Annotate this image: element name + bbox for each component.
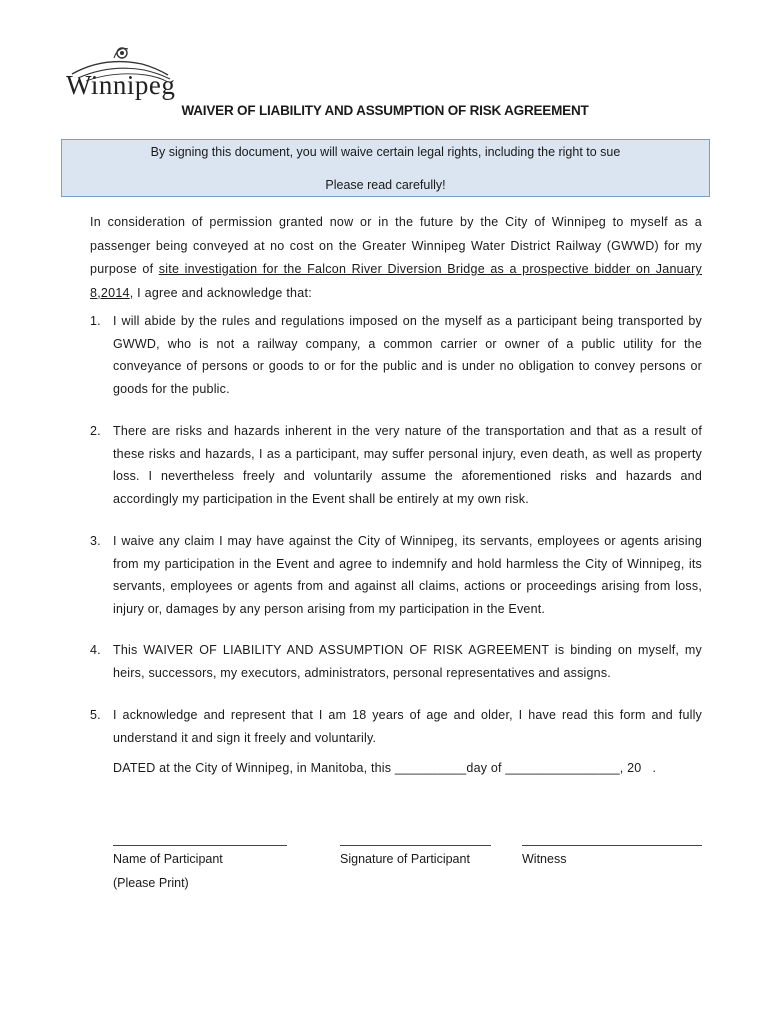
notice-line-1: By signing this document, you will waive certain legal rights, including the right to sue <box>150 145 621 159</box>
winnipeg-logo <box>64 44 184 106</box>
clause-text: There are risks and hazards inherent in the very nature of the transportation and that as a result of these risks and hazards, I as a participant, may suffer personal injury, even death, as well as property loss. I nevertheless freely and voluntarily assume the aforementioned risks and hazards and accordingly my participation in the Event shall be entirely at my own risk. <box>113 424 702 506</box>
dated-line[interactable]: DATED at the City of Winnipeg, in Manitoba, this __________day of ________________, 20 . <box>113 761 657 775</box>
clause-list <box>90 310 702 749</box>
intro-text: In consideration of permission granted now or in the future by the City of Winnipeg to myself as a passenger being conveyed at no cost on the Greater Winnipeg Water District Railway (GWWD) for my purpose of <box>90 215 702 276</box>
clause-number: 3. <box>90 534 101 548</box>
participant-name-label: Name of Participant <box>113 852 223 866</box>
please-print-note: (Please Print) <box>113 876 189 890</box>
clause-number: 1. <box>90 314 101 328</box>
intro-paragraph <box>90 211 702 305</box>
logo-wordmark: Winnipeg <box>66 70 176 100</box>
intro-text-end: , I agree and acknowledge that: <box>129 285 312 300</box>
clause-number: 4. <box>90 643 101 657</box>
clause-item <box>90 639 702 684</box>
participant-signature-line[interactable] <box>340 845 491 846</box>
clause-text: I will abide by the rules and regulations imposed on the myself as a participant being transported by GWWD, who is not a railway company, a common carrier or owner of a public utility for the conveyance of persons or goods to or for the public and is under no obligation to convey persons or goods for the public. <box>113 314 702 396</box>
clause-text: This WAIVER OF LIABILITY AND ASSUMPTION OF RISK AGREEMENT is binding on myself, my heirs, successors, my executors, administrators, personal representatives and assigns. <box>113 643 702 680</box>
clause-text: I acknowledge and represent that I am 18 years of age and older, I have read this form and fully understand it and sign it freely and voluntarily. <box>113 708 702 745</box>
clause-text: I waive any claim I may have against the City of Winnipeg, its servants, employees or agents arising from my participation in the Event and agree to indemnify and hold harmless the City of Winnipeg, its servants, employees or agents from and against all claims, actions or proceedings arising from loss, injury or, damages by any person arising from my participation in the Event. <box>113 534 702 616</box>
witness-label: Witness <box>522 852 567 866</box>
clause-item <box>90 704 702 749</box>
clause-item <box>90 310 702 400</box>
document-title: WAIVER OF LIABILITY AND ASSUMPTION OF RISK AGREEMENT <box>181 103 589 118</box>
clause-number: 2. <box>90 424 101 438</box>
witness-signature-line[interactable] <box>522 845 702 846</box>
participant-signature-label: Signature of Participant <box>340 852 470 866</box>
clause-item <box>90 420 702 510</box>
participant-name-line[interactable] <box>113 845 287 846</box>
intro-purpose: site investigation for the Falcon River Diversion Bridge as a prospective bidder on January 8,2014 <box>90 262 702 300</box>
notice-box <box>61 139 710 197</box>
clause-item <box>90 530 702 620</box>
notice-line-2: Please read carefully! <box>325 178 446 192</box>
clause-number: 5. <box>90 708 101 722</box>
